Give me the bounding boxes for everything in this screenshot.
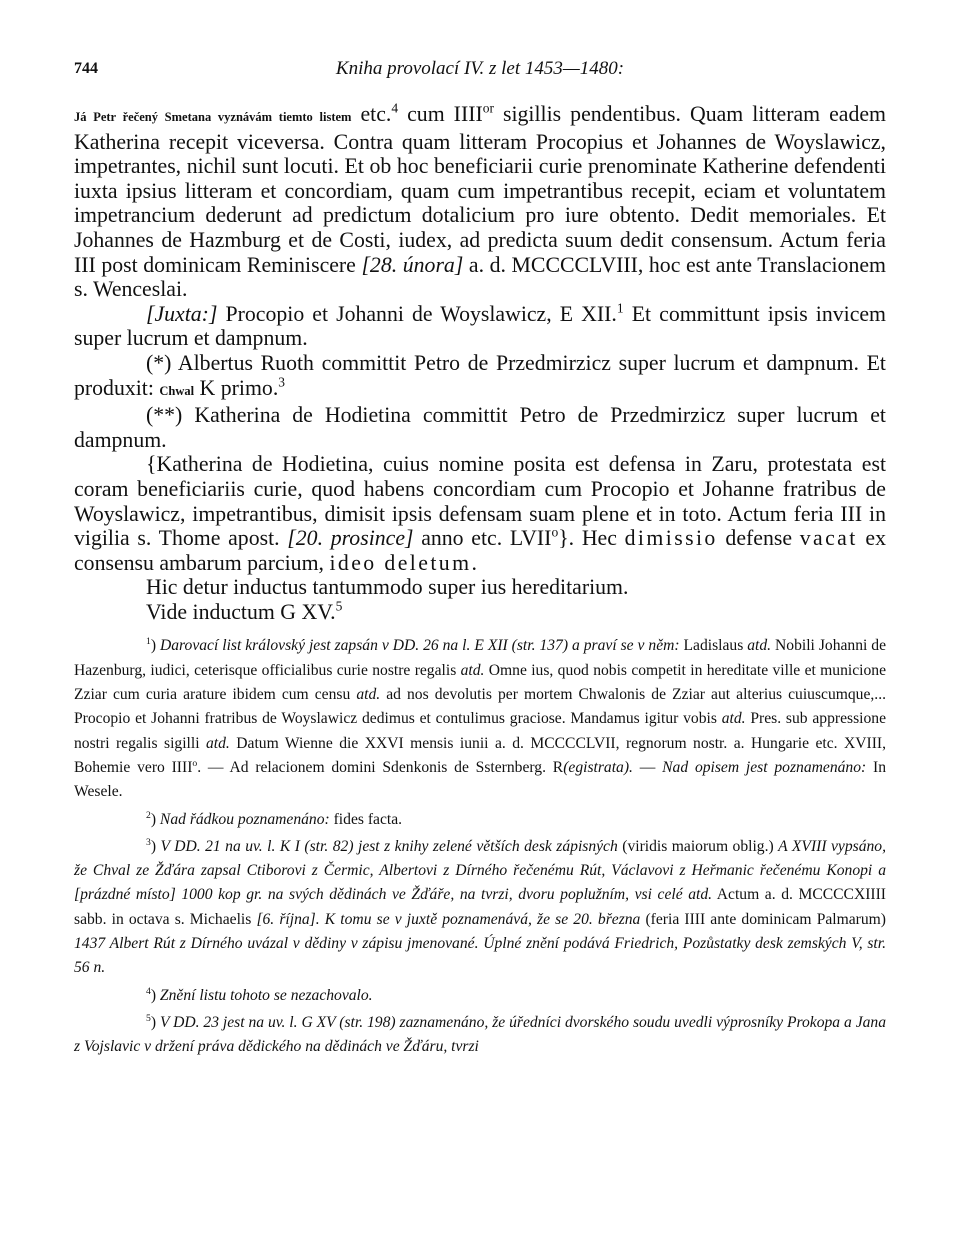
- footnote-4: $^4$) Znění listu tohoto se nezachovalo.: [146, 985, 373, 1004]
- footnote-3: $^3$) V DD. 21 na uv. l. K I (str. 82) jest z knihy zelené větších desk zápisných (viridis maiorum oblig.) A XVIII vypsáno, že Chval ze Žďára zapsal Ctiborovi z Čermic, Albertovi z Dírného řečenému Rút, Václavovi z Heřmanic řečenému Konopi a [prázdné místo] 1000 kop gr. na svých dědinách ve Žďáře, na tvrzi, dvoru poplužním, vsi celé atd. Actum a. d. MCCCCXIIII sabb. in octava s. Michaelis [6. října]. K tomu se v juxtě poznamenává, že se 20. března (feria IIII ante dominicam Palmarum) 1437 Albert Rút z Dírného uvázal v dědiny v zápisu jmenované. Úplné znění podává Friedrich, Pozůstatky desk zemských V, str. 56 n.: [74, 836, 886, 977]
- running-title: Kniha provolací IV. z let 1453—1480:: [335, 58, 625, 79]
- paragraph-6: Hic detur inductus tantummodo super ius hereditarium.: [146, 575, 629, 600]
- footnote-1: $^1$) Darovací list královský jest zapsán v DD. 26 na l. E XII (str. 137) a praví se v něm: Ladislaus atd. Nobili Johanni de Hazenburg, iudici, ceterisque officialibus curie nostre regalis atd. Omne ius, quod nobis competit in hereditate ville et municione Zziar cum curia arature ibidem cum censu atd. ad nos devolutis per mortem Chwalonis de Zziar aut alterius cuiuscumque,... Procopio et Johanni fratribus de Woyslawicz dedimus et contulimus graciose. Mandamus igitur vobis atd. Pres. sub appressione nostri regalis sigilli atd. Datum Wienne die XXVI mensis iunii a. d. MCCCCLVII, regnorum nostr. a. Hungarie etc. XVIII, Bohemie vero IIII$^o$. — Ad relacionem domini Sdenkonis de Ssternberg. R(egistrata). — Nad opisem jest poznamenáno: In Wesele.: [74, 636, 887, 801]
- running-head: [74, 58, 886, 88]
- page-number: 744: [74, 60, 98, 77]
- date-note: [20. prosince]: [287, 526, 414, 551]
- footnote-2: $^2$) Nad řádkou poznamenáno: fides facta.: [146, 809, 403, 828]
- footnote-5: $^5$) V DD. 23 jest na uv. l. G XV (str. 198) zaznamenáno, že úředníci dvorského soudu uvedli výprosníky Prokopa a Jana z Vojslavic v držení práva dědického na dědinách ve Žďáru, tvrzi: [74, 1012, 887, 1056]
- main-text: [74, 102, 886, 624]
- paragraph-2: [Juxta:] Procopio et Johanni de Woyslawicz, E XII.$^1$ Et committunt ipsis invicem super lucrum et dampnum.: [74, 300, 886, 351]
- paragraph-5: {Katherina de Hodietina, cuius nomine posita est defensa in Zaru, protestata est coram beneficiariis curie, quod habens concordiam cum Procopio et Johanne fratribus de Woyslawicz, impetrantibus, dimisit ipsis defensam suam plene et in toto. Actum feria III in vigilia s. Thome apost. [20. prosince] anno etc. LVII$^o$}. Hec dimissio defense vacat ex consensu ambarum parcium, ideo deletum.: [74, 452, 886, 575]
- footnotes: [74, 634, 886, 1059]
- paragraph-4: (**) Katherina de Hodietina committit Petro de Przedmirzicz super lucrum et dampnum.: [74, 403, 886, 452]
- paragraph-7: Vide inductum G XV.$^5$: [146, 598, 343, 624]
- paragraph-1: Já Petr řečený Smetana vyznávám tiemto listem etc.$^4$ cum $IIII^{or}$ sigillis pendentibus. Quam litteram eadem Katherina recepit viceversa. Contra quam litteram Procopius et Johannes de Woyslawicz, impetrantes, nichil sunt locuti. Et ob hoc beneficiarii curie prenominate Katherine defendenti iuxta ipsius litteram et concordiam, quam cum impetrantibus recepit, eciam et voluntatem impetrancium dederunt ad predictum dotalicium pro iure obtento. Dedit memoriales. Et Johannes de Hazmburg et de Costi, iudex, ad predicta suum dedit consensum. Actum feria III post dominicam Reminiscere [28. února] a. d. MCCCCLVIII, hoc est ante Translacionem s. Wenceslai.: [74, 100, 886, 302]
- paragraph-3: (*) Albertus Ruoth committit Petro de Przedmirzicz super lucrum et dampnum. Et produxit: Chwal K primo.$^3$: [74, 350, 886, 400]
- date-note: [28. února]: [361, 252, 464, 277]
